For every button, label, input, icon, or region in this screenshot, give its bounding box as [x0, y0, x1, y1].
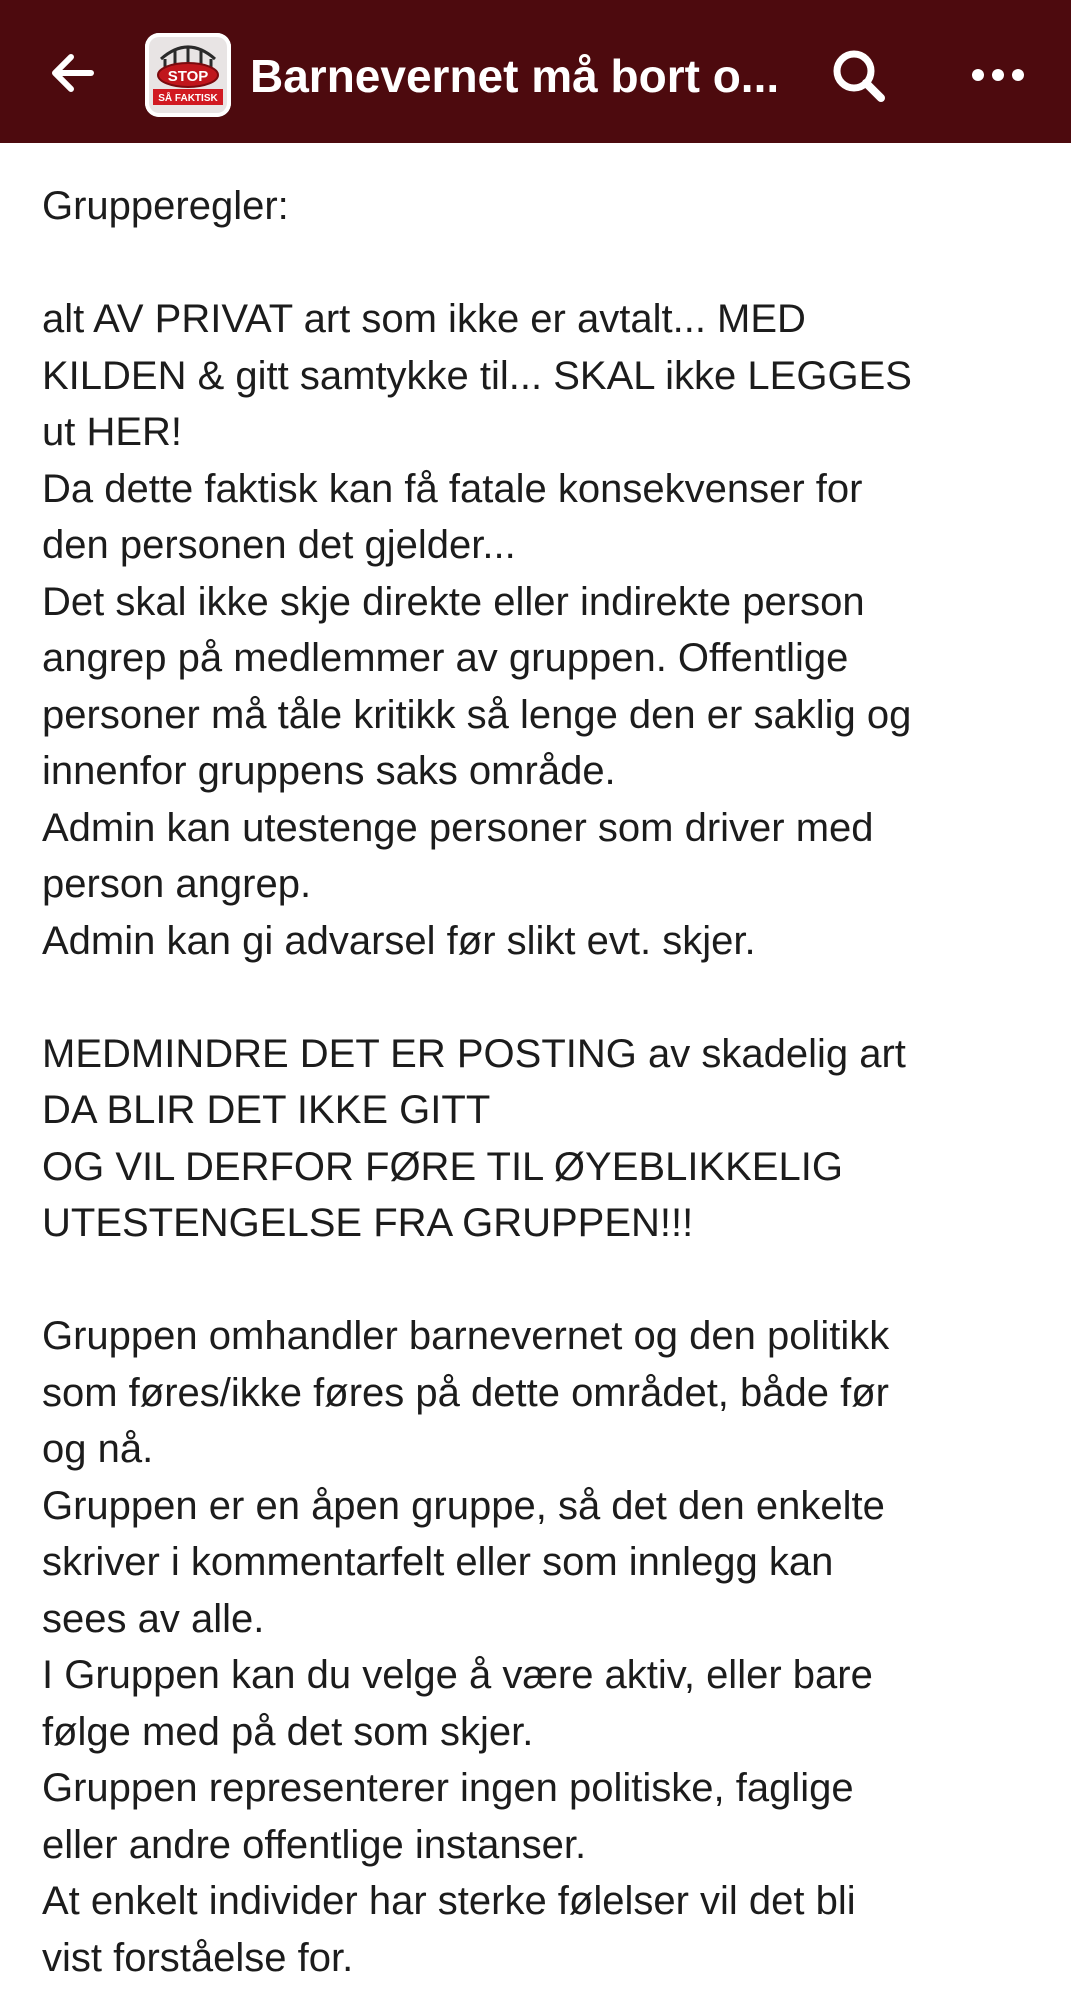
rules-line: skriver i kommentarfelt eller som innlegg kan: [42, 1540, 834, 1584]
rules-line: alt AV PRIVAT art som ikke er avtalt... MED: [42, 297, 806, 341]
rules-line: Gruppen er en åpen gruppe, så det den enkelte: [42, 1483, 885, 1528]
rules-line: MEDMINDRE DET ER POSTING av skadelig art: [42, 1031, 906, 1076]
top-app-bar: [0, 0, 1071, 143]
more-options-button[interactable]: [965, 55, 1031, 95]
rules-line: Admin kan gi advarsel før slikt evt. skjer.: [42, 918, 756, 963]
rules-line: og nå.: [42, 1427, 154, 1471]
back-button[interactable]: [42, 48, 102, 98]
rules-line: eller andre offentlige instanser.: [42, 1822, 587, 1867]
group-avatar[interactable]: [145, 33, 231, 117]
rules-line: Admin kan utestenge personer som driver med: [42, 805, 874, 850]
rules-line: Gruppen omhandler barnevernet og den politikk: [42, 1314, 890, 1358]
rules-heading: Grupperegler:: [42, 184, 289, 228]
group-title[interactable]: Barnevernet må bort o...: [250, 50, 780, 102]
rules-line: ut HER!: [42, 410, 183, 454]
paragraph-spacer: [42, 235, 1052, 292]
rules-line: person angrep.: [42, 862, 312, 906]
paragraph-spacer: [42, 1252, 1052, 1309]
rules-line: Gruppen representerer ingen politiske, faglige: [42, 1766, 854, 1810]
rules-line: UTESTENGELSE FRA GRUPPEN!!!: [42, 1201, 694, 1245]
search-icon: [829, 46, 889, 106]
rules-line: Det skal ikke skje direkte eller indirekte person: [42, 579, 865, 624]
rules-line: som føres/ikke føres på dette området, både før: [42, 1370, 889, 1415]
rules-line: OG VIL DERFOR FØRE TIL ØYEBLIKKELIG: [42, 1144, 843, 1189]
more-horizontal-icon: [968, 65, 1028, 85]
rules-line: DA BLIR DET IKKE GITT: [42, 1088, 491, 1132]
rules-line: den personen det gjelder...: [42, 523, 516, 567]
group-rules-text: [42, 178, 1052, 1986]
paragraph-spacer: [42, 969, 1052, 1026]
rules-line: I Gruppen kan du velge å være aktiv, eller bare: [42, 1653, 873, 1697]
svg-text:STOP: STOP: [167, 68, 209, 85]
rules-line: angrep på medlemmer av gruppen. Offentlige: [42, 636, 849, 680]
rules-line: KILDEN & gitt samtykke til... SKAL ikke LEGGES: [42, 353, 912, 398]
search-button[interactable]: [826, 45, 892, 107]
svg-text:SÅ FAKTISK: SÅ FAKTISK: [158, 93, 218, 104]
arrow-left-icon: [49, 53, 95, 93]
rules-line: Da dette faktisk kan få fatale konsekvenser for: [42, 466, 863, 511]
rules-line: innenfor gruppens saks område.: [42, 749, 616, 793]
stop-logo-icon: [145, 33, 231, 117]
rules-line: At enkelt individer har sterke følelser vil det bli: [42, 1879, 856, 1923]
rules-line: personer må tåle kritikk så lenge den er saklig og: [42, 692, 912, 737]
rules-line: følge med på det som skjer.: [42, 1709, 534, 1754]
rules-line: vist forståelse for.: [42, 1935, 354, 1980]
rules-line: sees av alle.: [42, 1596, 265, 1641]
